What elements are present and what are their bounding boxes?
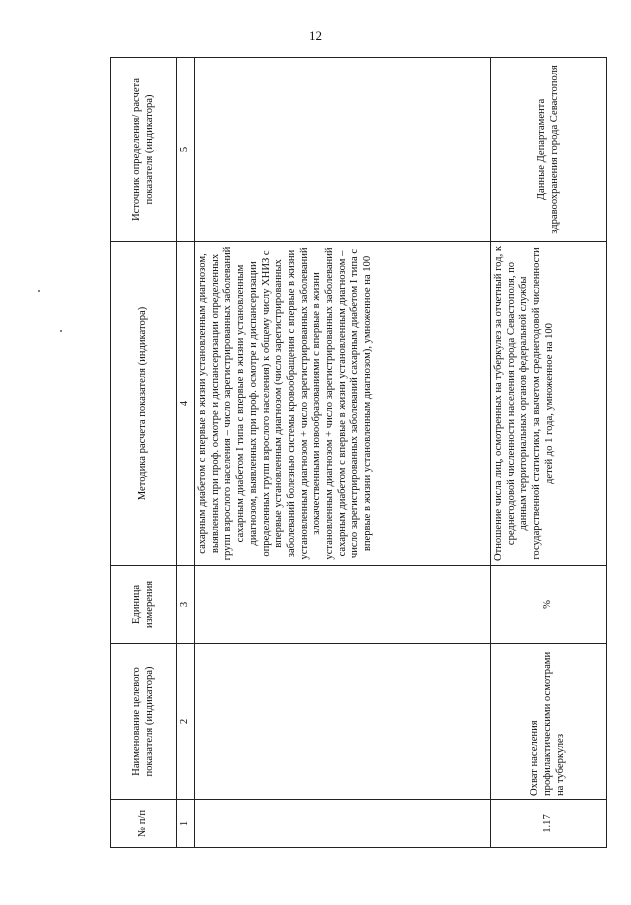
row-name [195, 644, 491, 800]
row-unit [195, 566, 491, 644]
column-number: 2 [177, 644, 195, 800]
column-number-row [177, 58, 195, 848]
rotated-table-container [110, 58, 606, 848]
header-method: Методика расчета показателя (индикатора) [111, 242, 177, 566]
row-source: Данные Департамента здравоохранения города Севастополя [491, 58, 607, 242]
row-method: Отношение числа лиц, осмотренных на туберкулез за отчетный год, к среднегодовой численности населения города Севастополя, по данным территориальных органов федеральной службы государственной статистики, за вычетом среднегодовой численности детей до 1 года, умноженное на 100 [491, 242, 607, 566]
header-source: Источник определения/ расчета показателя (индикатора) [111, 58, 177, 242]
table-row [195, 58, 491, 848]
column-number: 5 [177, 58, 195, 242]
table-row [491, 58, 607, 848]
row-source [195, 58, 491, 242]
scan-speck [38, 290, 40, 292]
row-unit: % [491, 566, 607, 644]
row-method: сахарным диабетом с впервые в жизни установленным диагнозом, выявленных при проф. осмотре и диспансеризации определенных групп взрослого населения – число зарегистрированных заболеваний сахарным диабетом I типа с впервые в жизни установленным диагнозом, выявленных при проф. осмотре и диспансеризации определенных групп взрослого населения) к общему числу ХНИЗ с впервые установленным диагнозом (число зарегистрированных заболеваний болезнью системы кровообращения с впервые в жизни установленным диагнозом + число зарегистрированных заболеваний злокачественными новообразованиями с впервые в жизни установленным диагнозом + число зарегистрированных заболеваний сахарным диабетом с впервые в жизни установленным диагнозом – число зарегистрированных заболеваний сахарным диабетом I типа с впервые в жизни установленным диагнозом), умноженное на 100 [195, 242, 491, 566]
row-name: Охват населения профилактическими осмотрами на туберкулез [491, 644, 607, 800]
indicator-table [110, 57, 607, 848]
page-number: 12 [309, 28, 322, 43]
column-number: 3 [177, 566, 195, 644]
table-header-row [111, 58, 177, 848]
header-num: № п/п [111, 800, 177, 848]
row-num [195, 800, 491, 848]
scan-speck [60, 330, 62, 332]
row-num: 1.17 [491, 800, 607, 848]
header-unit: Единица измерения [111, 566, 177, 644]
column-number: 1 [177, 800, 195, 848]
column-number: 4 [177, 242, 195, 566]
header-name: Наименование целевого показателя (индикатора) [111, 644, 177, 800]
